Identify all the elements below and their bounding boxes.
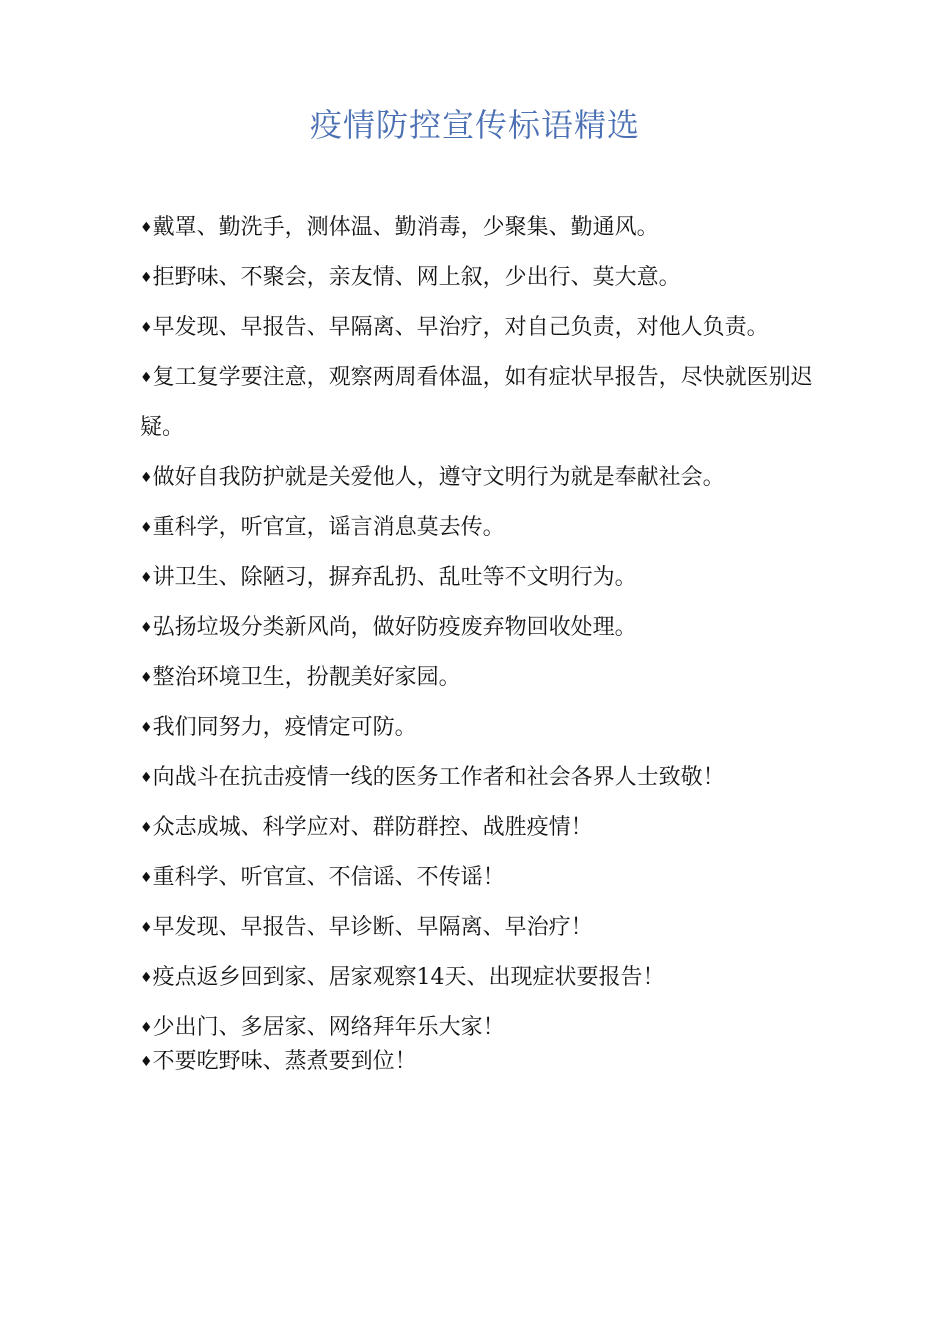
slogan-item [140,503,830,553]
slogan-text: 做好自我防护就是关爱他人，遵守文明行为就是奉献社会。 [152,465,725,490]
slogan-text: 重科学、听官宣、不信谣、不传谣！ [152,865,505,890]
diamond-bullet-icon: ♦ [140,820,153,836]
diamond-bullet-icon: ♦ [140,1020,153,1036]
slogan-text: 疫点返乡回到家、居家观察14天、出现症状要报告！ [152,965,665,990]
document-title: 疫情防控宣传标语精选 [309,106,640,144]
slogan-list [140,203,830,1079]
slogan-text: 我们同努力，疫情定可防。 [152,715,417,740]
slogan-text: 向战斗在抗击疫情一线的医务工作者和社会各界人士致敬！ [152,765,725,790]
diamond-bullet-icon: ♦ [140,470,153,486]
diamond-bullet-icon: ♦ [140,320,153,336]
slogan-item [140,203,830,253]
slogan-item [140,853,830,903]
slogan-text: 少出门、多居家、网络拜年乐大家！ [152,1015,505,1040]
slogan-item [140,353,830,453]
slogan-text: 弘扬垃圾分类新风尚，做好防疫废弃物回收处理。 [152,615,637,640]
diamond-bullet-icon: ♦ [140,720,153,736]
slogan-text: 讲卫生、除陋习，摒弃乱扔、乱吐等不文明行为。 [152,565,637,590]
slogan-item [140,753,750,803]
slogan-item [140,253,830,303]
diamond-bullet-icon: ♦ [140,220,153,236]
diamond-bullet-icon: ♦ [140,370,153,386]
diamond-bullet-icon: ♦ [140,1054,153,1070]
slogan-item [140,553,830,603]
slogan-text: 戴罩、勤洗手，测体温、勤消毒，少聚集、勤通风。 [152,215,659,240]
diamond-bullet-icon: ♦ [140,270,153,286]
slogan-item [140,303,830,353]
slogan-text: 早发现、早报告、早隔离、早治疗，对自己负责，对他人负责。 [152,315,769,340]
diamond-bullet-icon: ♦ [140,920,153,936]
slogan-item [140,903,830,953]
slogan-item [140,1003,830,1045]
slogan-item [140,953,830,1003]
slogan-text: 整治环境卫生，扮靓美好家园。 [152,665,461,690]
slogan-item [140,1045,830,1079]
slogan-text: 拒野味、不聚会，亲友情、网上叙，少出行、莫大意。 [152,265,681,290]
slogan-text: 众志成城、科学应对、群防群控、战胜疫情！ [152,815,593,840]
slogan-text: 复工复学要注意，观察两周看体温，如有症状早报告，尽快就医别迟疑。 [140,365,813,440]
diamond-bullet-icon: ♦ [140,670,153,686]
diamond-bullet-icon: ♦ [140,870,153,886]
diamond-bullet-icon: ♦ [140,620,153,636]
slogan-item [140,703,830,753]
diamond-bullet-icon: ♦ [140,970,153,986]
slogan-text: 重科学，听官宣，谣言消息莫去传。 [152,515,505,540]
slogan-text: 早发现、早报告、早诊断、早隔离、早治疗！ [152,915,593,940]
diamond-bullet-icon: ♦ [140,520,153,536]
slogan-item [140,653,830,703]
diamond-bullet-icon: ♦ [140,570,153,586]
slogan-item [140,453,830,503]
slogan-text: 不要吃野味、蒸煮要到位！ [152,1049,417,1074]
slogan-item [140,803,830,853]
slogan-item [140,603,830,653]
diamond-bullet-icon: ♦ [140,770,153,786]
